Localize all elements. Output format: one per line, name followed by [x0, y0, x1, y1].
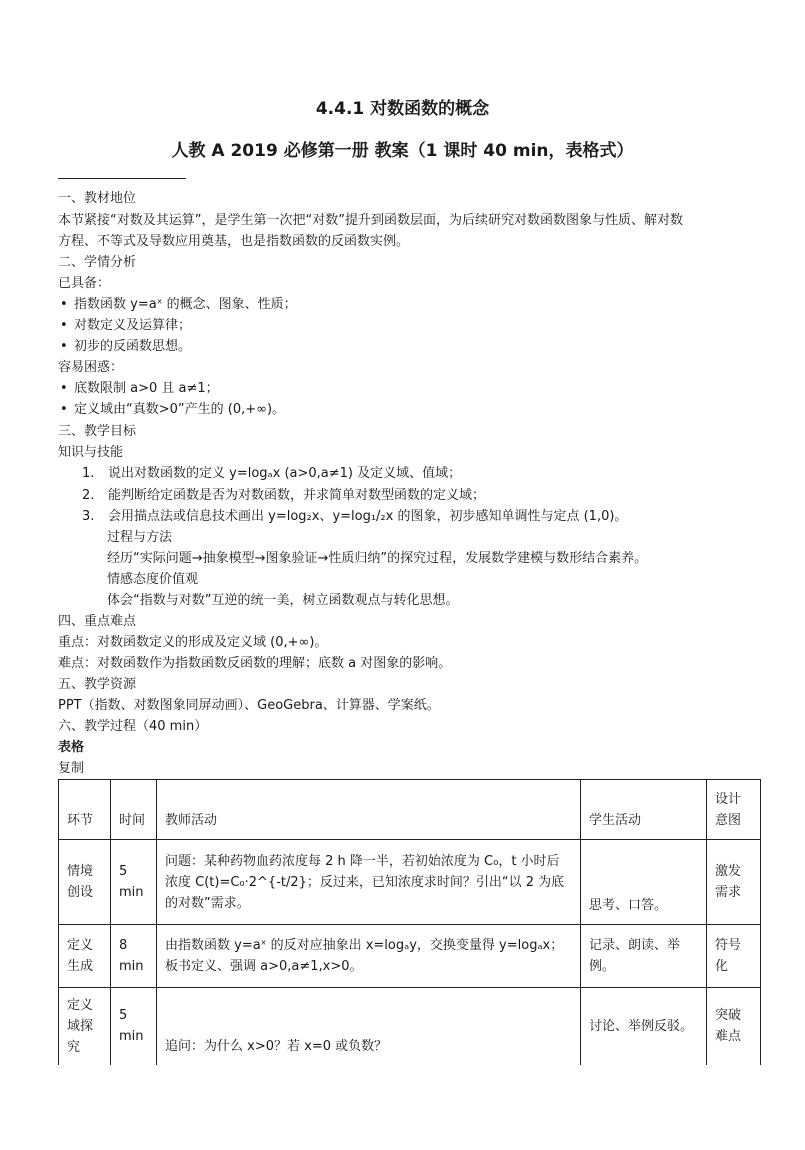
paragraph-text: 经历“实际问题→抽象模型→图象验证→性质归纳”的探究过程，发展数学建模与数形结合素养。: [107, 551, 648, 566]
copy-button[interactable]: 复制: [58, 761, 85, 776]
section-heading-2: 二、学情分析: [58, 255, 137, 270]
bullet-icon: •: [60, 318, 68, 333]
section-heading-3: 三、教学目标: [58, 424, 137, 439]
cell-teacher: 问题：某种药物血药浓度每 2 h 降一半，若初始浓度为 C₀，t 小时后浓度 C(t)=C₀·2^{-t/2}；反过来，已知浓度求时间？引出“以 2 为底的对数”需求。: [157, 840, 581, 925]
cell-time: 5 min: [111, 840, 157, 925]
cell-intent: 符号化: [707, 925, 761, 988]
bullet-icon: •: [60, 381, 68, 396]
list-item: • 指数函数 y=aˣ 的概念、图象、性质；: [60, 297, 297, 312]
header-time: 时间: [111, 780, 157, 840]
cell-intent: 激发需求: [707, 840, 761, 925]
list-item: • 底数限制 a>0 且 a≠1；: [60, 381, 219, 396]
cell-student: 记录、朗读、举例。: [581, 925, 707, 988]
cell-stage: 定义生成: [59, 925, 111, 988]
title-divider: [58, 178, 186, 179]
cell-stage: 定义域探究: [59, 988, 111, 1065]
subheading-confusion: 容易困惑：: [58, 360, 124, 375]
cell-teacher: 追问：为什么 x>0？若 x=0 或负数？: [157, 988, 581, 1065]
list-item: • 对数定义及运算律；: [60, 318, 192, 333]
cell-intent: 突破难点: [707, 988, 761, 1065]
list-item: • 初步的反函数思想。: [60, 339, 192, 354]
table-row: [59, 840, 761, 925]
list-item: • 定义域由“真数>0”产生的 (0,+∞)。: [60, 402, 286, 417]
paragraph-text: 难点：对数函数作为指数函数反函数的理解；底数 a 对图象的影响。: [58, 656, 452, 671]
subheading-knowledge: 知识与技能: [58, 445, 124, 460]
paragraph-text: 体会“指数与对数”互逆的统一美，树立函数观点与转化思想。: [107, 593, 459, 608]
bullet-icon: •: [60, 297, 68, 312]
table-header-row: [59, 780, 761, 840]
goal-item: 3. 会用描点法或信息技术画出 y=log₂x、y=log₁/₂x 的图象，初步感知单调性与定点 (1,0)。: [82, 509, 628, 524]
paragraph-text: 方程、不等式及导数应用奠基，也是指数函数的反函数实例。: [58, 234, 410, 249]
page-subtitle: 人教 A 2019 必修第一册 教案（1 课时 40 min，表格式）: [171, 141, 634, 161]
subheading-process: 过程与方法: [107, 530, 173, 545]
header-teacher: 教师活动: [157, 780, 581, 840]
cell-stage: 情境创设: [59, 840, 111, 925]
table-label: 表格: [58, 740, 85, 755]
table-row: [59, 925, 761, 988]
cell-time: 8 min: [111, 925, 157, 988]
goal-item: 1. 说出对数函数的定义 y=logₐx (a>0,a≠1) 及定义域、值域；: [82, 466, 462, 481]
table-row: [59, 988, 761, 1065]
cell-student: 讨论、举例反驳。: [581, 988, 707, 1065]
page-title: 4.4.1 对数函数的概念: [315, 99, 490, 119]
cell-teacher: 由指数函数 y=aˣ 的反对应抽象出 x=logₐy，交换变量得 y=logₐx；板书定义、强调 a>0,a≠1,x>0。: [157, 925, 581, 988]
section-heading-1: 一、教材地位: [58, 191, 137, 206]
subheading-emotion: 情感态度价值观: [107, 572, 199, 587]
paragraph-text: 重点：对数函数定义的形成及定义域 (0,+∞)。: [58, 635, 328, 650]
bullet-icon: •: [60, 402, 68, 417]
paragraph-text: 本节紧接“对数及其运算”，是学生第一次把“对数”提升到函数层面，为后续研究对数函数图象与性质、解对数: [58, 213, 683, 228]
section-heading-6: 六、教学过程（40 min）: [58, 719, 208, 734]
subheading-have: 已具备：: [58, 276, 111, 291]
cell-time: 5 min: [111, 988, 157, 1065]
section-heading-5: 五、教学资源: [58, 677, 137, 692]
header-student: 学生活动: [581, 780, 707, 840]
cell-student: 思考、口答。: [581, 840, 707, 925]
bullet-icon: •: [60, 339, 68, 354]
header-intent: 设计意图: [707, 780, 761, 840]
process-table: [58, 779, 761, 1065]
header-stage: 环节: [59, 780, 111, 840]
goal-item: 2. 能判断给定函数是否为对数函数，并求简单对数型函数的定义域；: [82, 488, 486, 503]
paragraph-text: PPT（指数、对数图象同屏动画）、GeoGebra、计算器、学案纸。: [58, 698, 440, 713]
section-heading-4: 四、重点难点: [58, 614, 137, 629]
